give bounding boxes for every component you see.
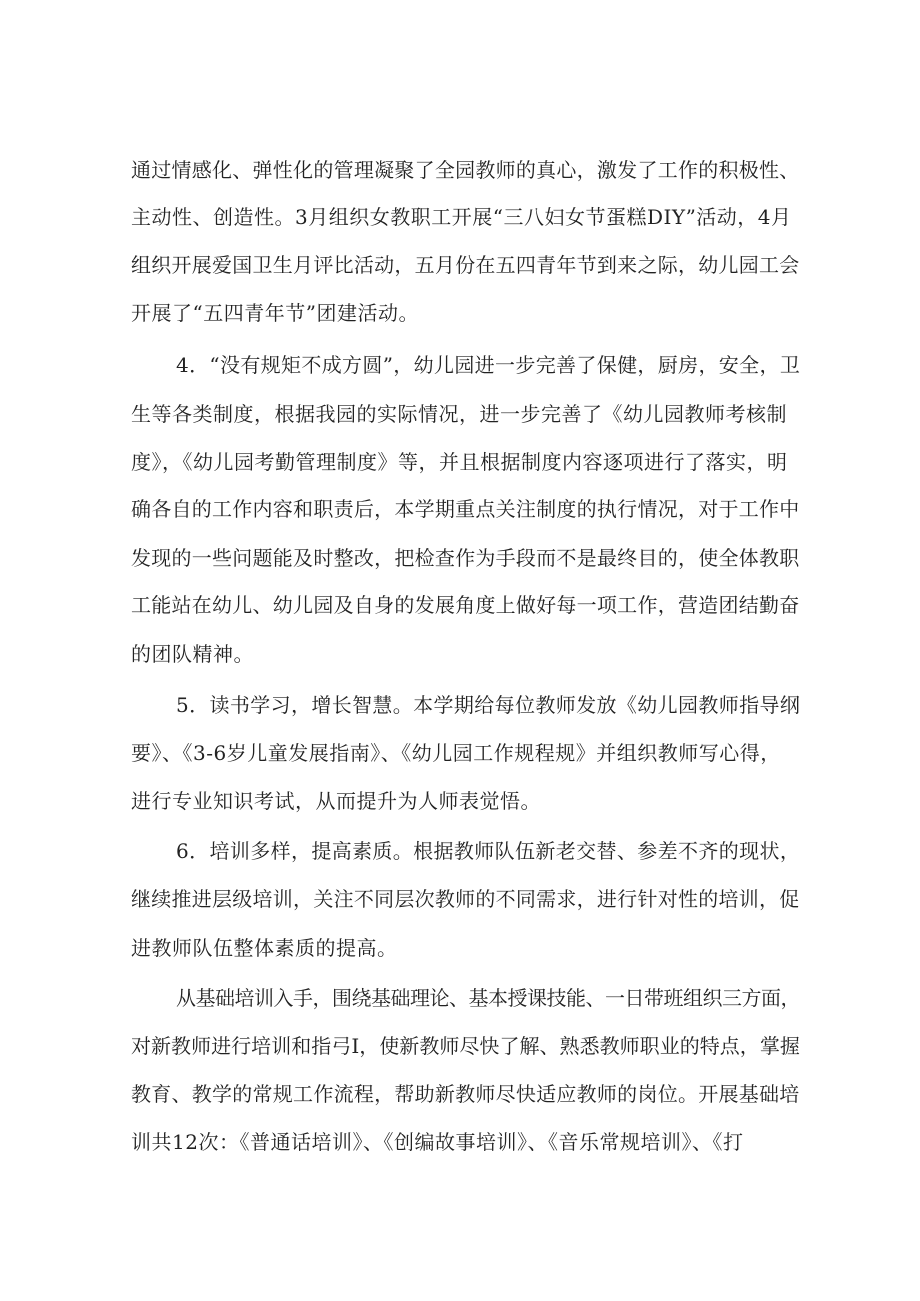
text-line: 从基础培训入手，围绕基础理论、基本授课技能、一日带班组织三方面， [176, 986, 800, 1010]
text-line: 要》、《3-6岁儿童发展指南》、《幼儿园工作规程规》并组织教师写心得， [131, 741, 781, 765]
text-line: 进教师队伍整体素质的提高。 [131, 936, 398, 960]
text-line: 5．读书学习，增长智慧。本学期给每位教师发放《幼儿园教师指导纲 [176, 693, 801, 717]
text-line: 主动性、创造性。3月组织女教职工开展“三八妇女节蛋糕DIY”活动，4月 [131, 205, 792, 229]
text-line: 训共12次：《普通话培训》、《创编故事培训》、《音乐常规培训》、《打 [131, 1130, 744, 1154]
text-line: 确各自的工作内容和职责后，本学期重点关注制度的执行情况，对于工作中 [131, 497, 800, 521]
text-line: 通过情感化、弹性化的管理凝聚了全园教师的真心，激发了工作的积极性、 [131, 158, 800, 182]
text-line: 生等各类制度，根据我园的实际情况，进一步完善了《幼儿园教师考核制 [131, 402, 787, 426]
text-line: 发现的一些问题能及时整改，把检查作为手段而不是最终目的，使全体教职 [131, 546, 800, 570]
text-line: 6．培训多样，提高素质。根据教师队伍新老交替、参差不齐的现状， [176, 839, 801, 863]
text-line: 工能站在幼儿、幼儿园及自身的发展角度上做好每一项工作，营造团结勤奋 [131, 593, 800, 617]
text-line: 度》，《幼儿园考勤管理制度》等，并且根据制度内容逐项进行了落实，明 [131, 450, 788, 474]
text-line: 进行专业知识考试，从而提升为人师表觉悟。 [131, 789, 541, 813]
text-line: 开展了“五四青年节”团建活动。 [131, 301, 419, 325]
text-line: 4．“没有规矩不成方圆”，幼儿园进一步完善了保健，厨房，安全，卫 [176, 353, 801, 377]
text-line: 组织开展爱国卫生月评比活动，五月份在五四青年节到来之际，幼儿园工会 [131, 253, 800, 277]
text-line: 教育、教学的常规工作流程，帮助新教师尽快适应教师的岗位。开展基础培 [131, 1082, 800, 1106]
text-line: 的团队精神。 [131, 642, 254, 666]
text-line: 对新教师进行培训和指弓I，使新教师尽快了解、熟悉教师职业的特点，掌握 [131, 1034, 800, 1058]
text-line: 继续推进层级培训，关注不同层次教师的不同需求，进行针对性的培训，促 [131, 887, 800, 911]
